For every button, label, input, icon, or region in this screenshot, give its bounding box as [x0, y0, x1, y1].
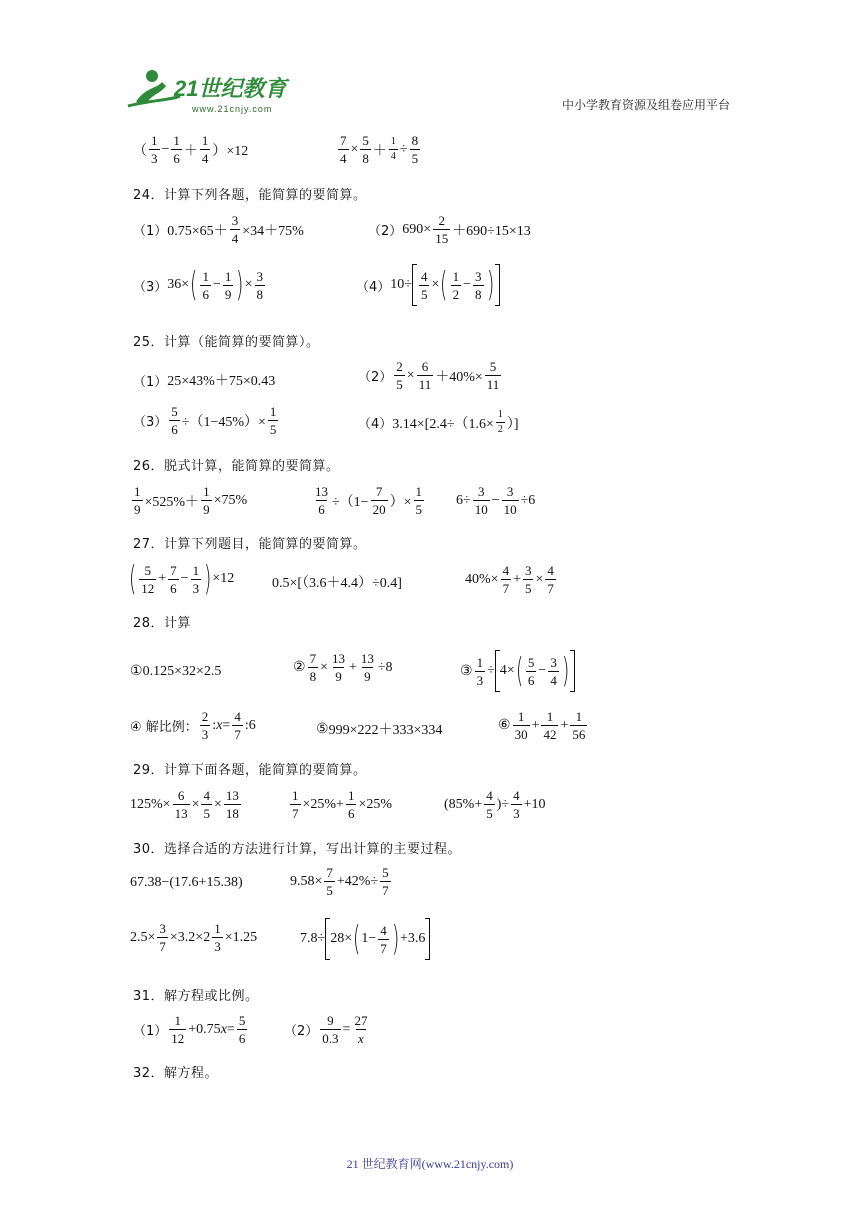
q28-expr-1: ① 0.125×32×2.5 [130, 663, 222, 679]
question-27: 27．计算下列题目，能简算的要简算。 [133, 537, 367, 552]
q28-expr-6: ⑥ 1 30 + 1 42 + 1 56 [498, 709, 586, 742]
header-platform-text: 中小学教育资源及组卷应用平台 [561, 98, 730, 112]
question-29: 29．计算下面各题，能简算的要简算。 [133, 763, 367, 778]
q24-expr-1: （1） 0.75×65＋ 3 4 ×34＋75% [133, 213, 304, 246]
q25-expr-2: （2） 2 5 × 6 11 ＋40%× 5 11 [358, 359, 500, 392]
q30-expr-2: 9.58× 7 5 +42%÷ 5 7 [290, 865, 389, 898]
q26-expr-1: 1 9 ×525%＋ 1 9 ×75% [134, 484, 248, 517]
q28-expr-3: ③ 1 3 ÷ 4× ( 5 6 − 3 4 ) [460, 650, 575, 692]
q26-expr-2: 13 6 ÷（1− 7 20 ）× 1 5 [315, 484, 422, 517]
question-32: 32．解方程。 [133, 1066, 219, 1081]
question-25: 25．计算（能简算的要简算）。 [133, 335, 320, 350]
question-24: 24．计算下列各题，能简算的要简算。 [133, 188, 367, 203]
q27-expr-2: 0.5×[（3.6＋4.4）÷0.4] [272, 576, 402, 591]
q26-expr-3: 6÷ 3 10 − 3 10 ÷6 [456, 484, 536, 517]
q24-expr-4: （4） 10÷ 4 5 × ( 1 2 − 3 8 ) [356, 264, 500, 306]
question-30: 30．选择合适的方法进行计算，写出计算的主要过程。 [133, 842, 462, 857]
q25-expr-4: （4） 3.14×[2.4÷（1.6× 1 2 ）] [358, 409, 519, 435]
q28-expr-2: ② 7 8 × 13 9 + 13 9 ÷8 [293, 651, 393, 684]
q29-expr-3: (85%+ 4 5 )÷ 4 3 +10 [444, 788, 546, 821]
q28-expr-4: ④ 解比例： 2 3 : x = 4 7 :6 [130, 709, 256, 742]
expr-top-1: （ 1 3 − 1 6 ＋ 1 4 ）×12 [133, 133, 249, 166]
q24-expr-3: （3） 36× ( 1 6 − 1 9 ) × 3 8 [133, 265, 264, 305]
q30-expr-4: 7.8÷ 28× ( 1− 4 7 ) +3.6 [300, 918, 430, 960]
q27-expr-1: ( 5 12 + 7 6 − 1 3 ) ×12 [128, 559, 235, 599]
logo-url: www.21cnjy.com [192, 104, 273, 114]
page-footer: 21 世纪教育网(www.21cnjy.com) [346, 1157, 514, 1171]
q30-expr-1: 67.38−(17.6+15.38) [130, 875, 243, 890]
question-28: 28．计算 [133, 616, 192, 631]
q31-expr-2: （2） 9 0.3 = 27 x [284, 1013, 368, 1046]
q25-expr-3: （3） 5 6 ÷（1−45%）× 1 5 [133, 404, 277, 437]
q29-expr-2: 1 7 ×25%+ 1 6 ×25% [292, 788, 393, 821]
question-31: 31．解方程或比例。 [133, 989, 259, 1004]
q24-expr-2: （2） 690× 2 15 ＋690÷15×13 [368, 213, 531, 246]
q27-expr-3: 40%× 4 7 + 3 5 × 4 7 [465, 563, 554, 596]
q30-expr-3: 2.5× 3 7 ×3.2×2 1 3 ×1.25 [130, 921, 258, 954]
q25-expr-1: （1） 25×43%＋75×0.43 [133, 374, 276, 390]
question-26: 26．脱式计算，能简算的要简算。 [133, 459, 340, 474]
q29-expr-1: 125%× 6 13 × 4 5 × 13 18 [130, 788, 239, 821]
logo-text: 21世纪教育 [174, 76, 287, 101]
q28-expr-5: ⑤ 999×222＋333×334 [316, 721, 443, 738]
q31-expr-1: （1） 1 12 +0.75 x = 5 6 [133, 1013, 246, 1046]
expr-top-2: 7 4 × 5 8 ＋ 1 4 ÷ 8 5 [340, 133, 419, 166]
